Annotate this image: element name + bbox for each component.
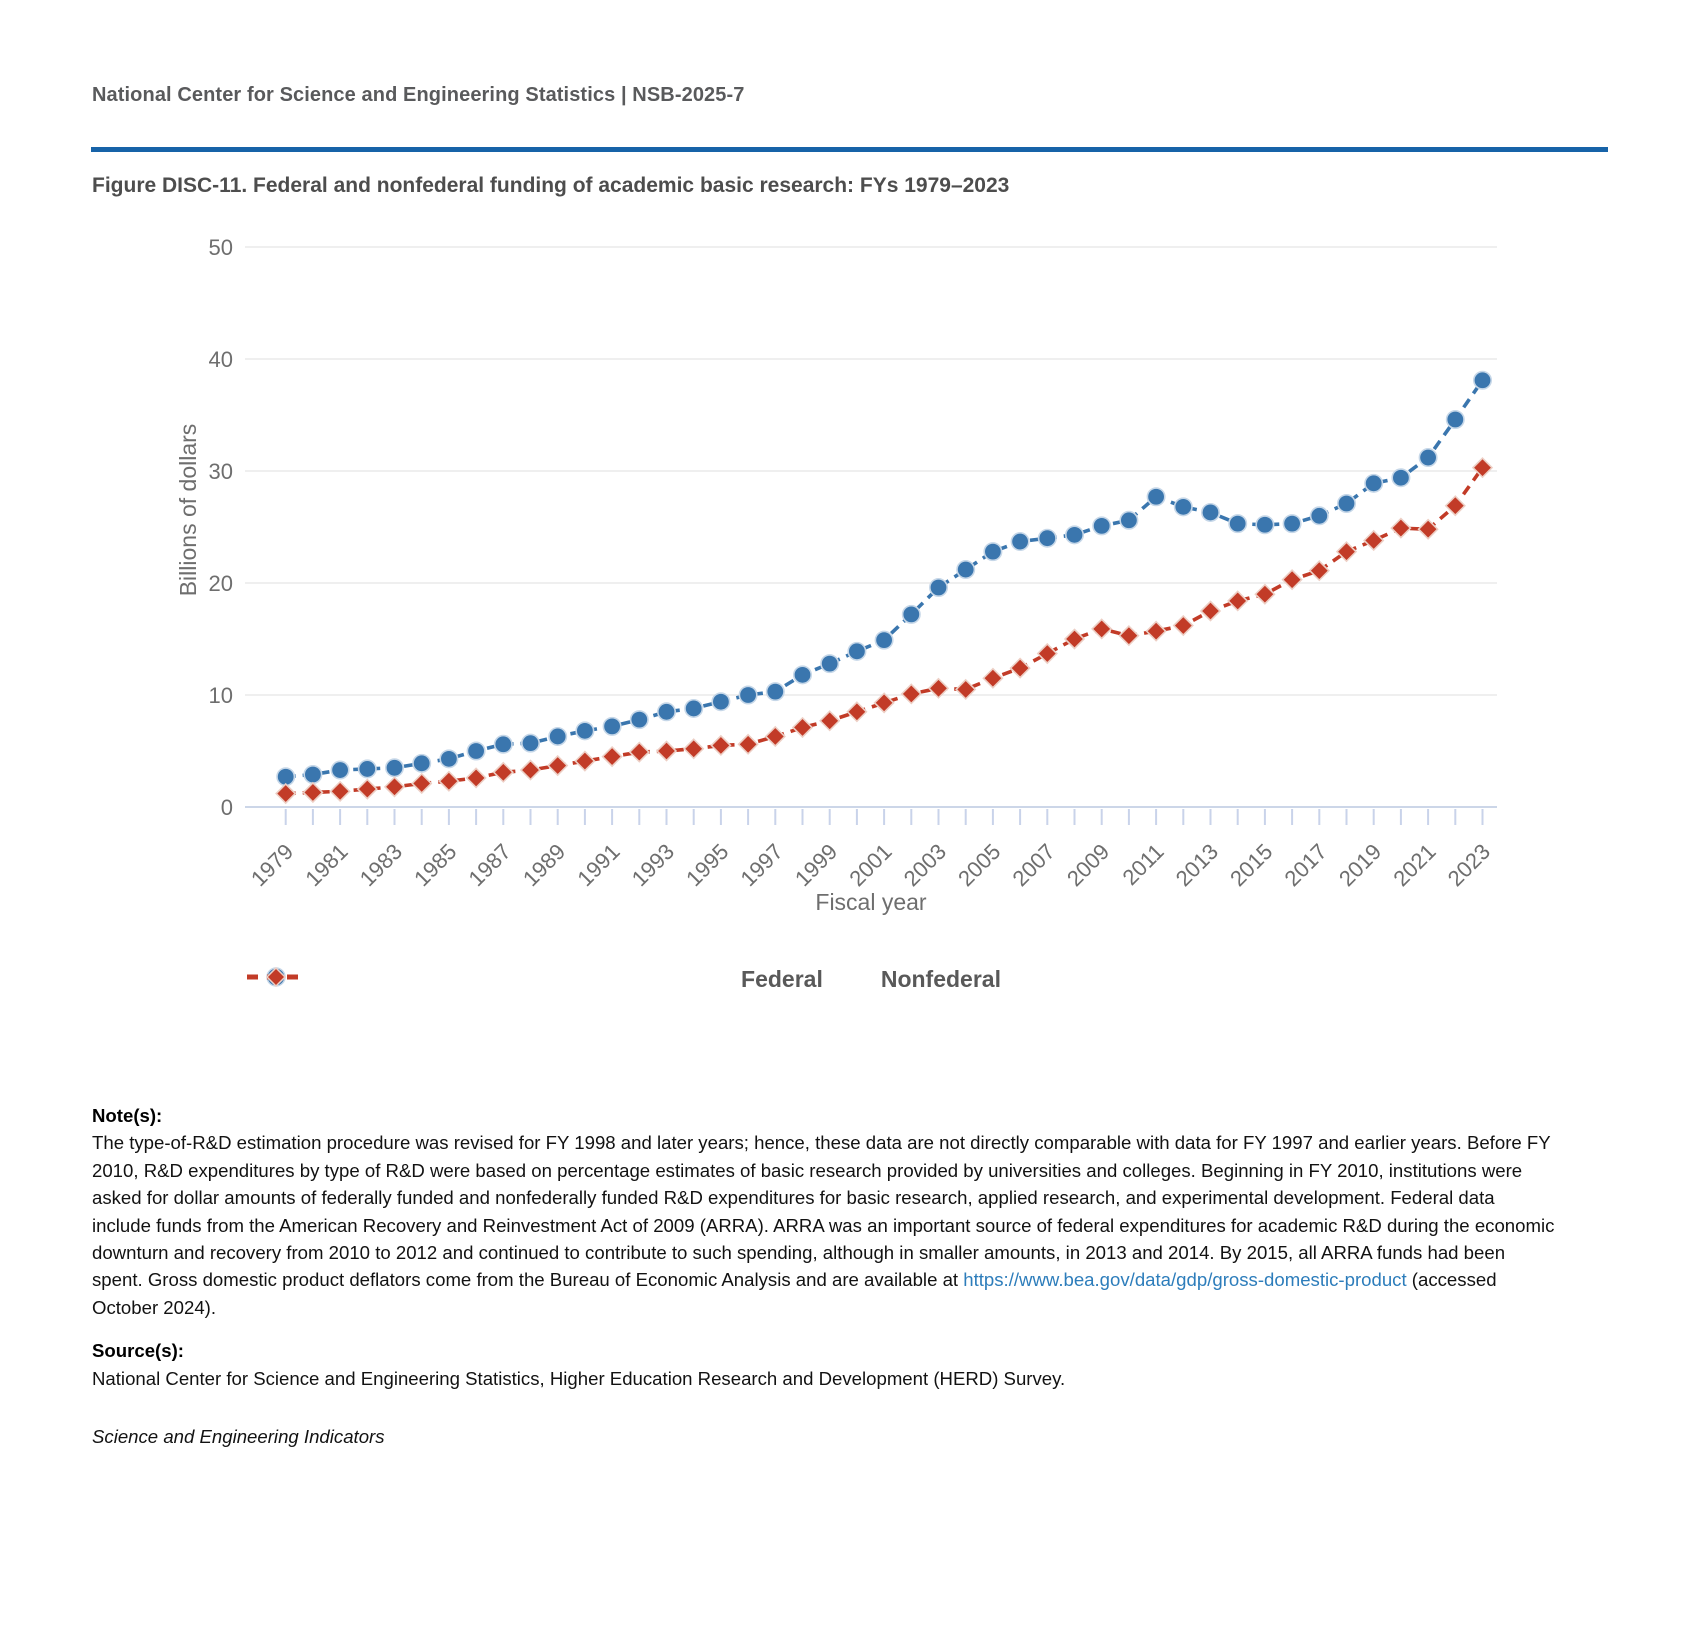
data-point-federal-2014[interactable] [1229, 515, 1246, 532]
data-point-nonfederal-1991[interactable] [603, 747, 622, 766]
data-point-nonfederal-2013[interactable] [1201, 602, 1220, 621]
data-point-nonfederal-2015[interactable] [1255, 585, 1274, 604]
legend-label-nonfederal: Nonfederal [880, 966, 1001, 992]
svg-text:1993: 1993 [626, 838, 680, 892]
federal-line [286, 380, 1483, 776]
svg-text:1981: 1981 [300, 838, 353, 892]
data-point-federal-1984[interactable] [413, 755, 430, 772]
svg-text:2001: 2001 [844, 838, 897, 892]
data-point-federal-2010[interactable] [1120, 512, 1137, 529]
data-point-federal-2018[interactable] [1338, 495, 1355, 512]
data-point-nonfederal-1993[interactable] [657, 742, 676, 761]
data-point-federal-1994[interactable] [685, 700, 702, 717]
data-point-federal-2016[interactable] [1283, 515, 1300, 532]
legend-label-federal: Federal [741, 966, 823, 992]
header-divider [91, 147, 1608, 152]
data-point-federal-1998[interactable] [794, 666, 811, 683]
data-point-federal-1999[interactable] [821, 655, 838, 672]
svg-text:2021: 2021 [1388, 838, 1441, 892]
data-point-federal-2008[interactable] [1066, 526, 1083, 543]
data-point-federal-2006[interactable] [1011, 533, 1028, 550]
data-point-federal-1992[interactable] [631, 711, 648, 728]
x-axis-tick-labels [246, 839, 1495, 891]
svg-text:2003: 2003 [898, 838, 952, 892]
data-point-federal-1988[interactable] [522, 734, 539, 751]
data-point-federal-2012[interactable] [1175, 498, 1192, 515]
data-point-nonfederal-1997[interactable] [766, 727, 785, 746]
svg-text:2007: 2007 [1007, 838, 1060, 892]
svg-text:2011: 2011 [1117, 838, 1169, 890]
data-point-federal-1985[interactable] [440, 750, 457, 767]
data-point-federal-2002[interactable] [903, 606, 920, 623]
sources-section [92, 1337, 1555, 1392]
publication-footer: Science and Engineering Indicators [92, 1426, 385, 1448]
chart-legend [245, 966, 1497, 993]
notes-label: Note(s): [92, 1105, 163, 1126]
data-point-federal-2015[interactable] [1256, 516, 1273, 533]
svg-text:20: 20 [208, 571, 233, 596]
svg-text:2019: 2019 [1333, 838, 1387, 892]
data-point-nonfederal-1981[interactable] [331, 782, 350, 801]
svg-text:1989: 1989 [517, 838, 571, 892]
data-point-nonfederal-1986[interactable] [467, 768, 486, 787]
data-point-nonfederal-2022[interactable] [1446, 496, 1465, 515]
svg-text:1999: 1999 [789, 838, 843, 892]
data-point-nonfederal-2012[interactable] [1174, 616, 1193, 635]
data-point-federal-1986[interactable] [467, 742, 484, 759]
figure-title: Figure DISC-11. Federal and nonfederal funding of academic basic research: FYs 1979–2023 [92, 174, 1010, 197]
data-point-nonfederal-2007[interactable] [1038, 644, 1057, 663]
data-point-federal-2000[interactable] [848, 643, 865, 660]
svg-text:2005: 2005 [953, 838, 1006, 892]
data-point-nonfederal-2011[interactable] [1147, 622, 1166, 641]
svg-text:2013: 2013 [1170, 838, 1224, 892]
sources-label: Source(s): [92, 1340, 184, 1362]
data-point-federal-2017[interactable] [1311, 507, 1328, 524]
data-point-nonfederal-1994[interactable] [684, 739, 703, 758]
nonfederal-line [286, 468, 1483, 794]
data-point-federal-2001[interactable] [875, 631, 892, 648]
data-point-federal-1997[interactable] [767, 683, 784, 700]
data-point-federal-1995[interactable] [712, 693, 729, 710]
data-point-federal-2003[interactable] [930, 579, 947, 596]
data-point-federal-2013[interactable] [1202, 504, 1219, 521]
y-axis-title: Billions of dollars [175, 423, 201, 597]
svg-text:2009: 2009 [1061, 838, 1115, 892]
nonfederal-series [276, 458, 1492, 803]
data-point-nonfederal-2004[interactable] [956, 680, 975, 699]
data-point-nonfederal-1999[interactable] [820, 711, 839, 730]
data-point-federal-2022[interactable] [1447, 411, 1464, 428]
svg-text:40: 40 [208, 347, 233, 372]
notes-text: The type-of-R&D estimation procedure was revised for FY 1998 and later years; hence, these data are not directly comparable with data for FY 1997 and earlier years. Before FY 2010, R&D expenditures by type of R&D were based on percentage estimates of basic research provided by universities and colleges. Beginning in FY 2010, institutions were asked for dollar amounts of federally funded and nonfederally funded R&D expenditures for basic research, applied research, and experimental development. Federal data include funds from the American Recovery and Reinvestment Act of 2009 (ARRA). ARRA was an important source of federal expenditures for academic R&D during the economic downturn and recovery from 2010 to 2012 and continued to contribute to such spending, although in smaller amounts, in 2013 and 2014. By 2015, all ARRA funds had been spent. Gross domestic product deflators come from the Bureau of Economic Analysis and are available at https://www.bea.gov/data/gdp/gross-domestic-product (accessed October 2024). [92, 1132, 1555, 1318]
report-header: National Center for Science and Engineering Statistics | NSB-2025-7 [92, 84, 745, 106]
data-point-nonfederal-1982[interactable] [358, 780, 377, 799]
data-point-federal-1991[interactable] [603, 718, 620, 735]
data-point-federal-1982[interactable] [359, 760, 376, 777]
data-point-nonfederal-1979[interactable] [276, 784, 295, 803]
data-point-federal-1990[interactable] [576, 722, 593, 739]
svg-text:1985: 1985 [409, 838, 462, 892]
data-point-nonfederal-2020[interactable] [1391, 519, 1410, 538]
data-point-nonfederal-1980[interactable] [303, 783, 322, 802]
data-point-nonfederal-1985[interactable] [439, 772, 458, 791]
notes-section [92, 1102, 1555, 1321]
sources-text: National Center for Science and Engineering Statistics, Higher Education Research and Development (HERD) Survey. [92, 1367, 1066, 1389]
data-point-federal-2011[interactable] [1147, 488, 1164, 505]
svg-text:30: 30 [208, 459, 233, 484]
data-point-nonfederal-1996[interactable] [739, 735, 758, 754]
svg-text:1997: 1997 [735, 838, 788, 892]
svg-text:1983: 1983 [354, 838, 408, 892]
data-point-federal-2020[interactable] [1392, 469, 1409, 486]
data-point-federal-2005[interactable] [984, 543, 1001, 560]
x-axis-title: Fiscal year [815, 889, 927, 915]
data-point-nonfederal-2001[interactable] [875, 693, 894, 712]
federal-series [277, 372, 1491, 786]
data-point-nonfederal-1992[interactable] [630, 743, 649, 762]
data-point-nonfederal-2021[interactable] [1419, 520, 1438, 539]
svg-text:1987: 1987 [463, 838, 516, 892]
data-point-nonfederal-2010[interactable] [1119, 626, 1138, 645]
data-point-nonfederal-1989[interactable] [548, 756, 567, 775]
data-point-nonfederal-2005[interactable] [983, 669, 1002, 688]
data-point-nonfederal-2008[interactable] [1065, 630, 1084, 649]
svg-text:2023: 2023 [1442, 838, 1496, 892]
data-point-federal-1993[interactable] [658, 703, 675, 720]
legend-item-federal[interactable] [741, 966, 823, 993]
funding-line-chart [0, 198, 1699, 1098]
svg-text:2015: 2015 [1225, 838, 1278, 892]
data-point-nonfederal-1990[interactable] [575, 752, 594, 771]
data-point-nonfederal-2016[interactable] [1283, 570, 1302, 589]
data-point-nonfederal-2002[interactable] [902, 684, 921, 703]
svg-text:10: 10 [208, 683, 233, 708]
y-axis-tick-labels [209, 235, 233, 820]
bea-link[interactable]: https://www.bea.gov/data/gdp/gross-domestic-product [963, 1269, 1407, 1291]
svg-text:1991: 1991 [572, 838, 625, 892]
svg-text:1979: 1979 [245, 838, 299, 892]
data-point-nonfederal-2019[interactable] [1364, 531, 1383, 550]
data-point-federal-2009[interactable] [1093, 517, 1110, 534]
data-point-federal-2023[interactable] [1474, 372, 1491, 389]
gridlines [245, 247, 1497, 695]
data-point-nonfederal-2006[interactable] [1011, 659, 1030, 678]
nonfederal-legend-marker-icon [245, 966, 307, 988]
data-point-federal-2019[interactable] [1365, 475, 1382, 492]
data-point-federal-2004[interactable] [957, 561, 974, 578]
chart-block [0, 198, 1699, 1098]
data-point-federal-1979[interactable] [277, 768, 294, 785]
data-point-federal-1987[interactable] [495, 736, 512, 753]
data-point-nonfederal-2014[interactable] [1228, 591, 1247, 610]
data-point-nonfederal-2009[interactable] [1092, 619, 1111, 638]
svg-text:2017: 2017 [1279, 838, 1332, 892]
data-point-nonfederal-1998[interactable] [793, 718, 812, 737]
data-point-federal-2007[interactable] [1039, 530, 1056, 547]
x-axis-ticks [286, 809, 1483, 825]
data-point-nonfederal-1984[interactable] [412, 774, 431, 793]
data-point-nonfederal-1995[interactable] [711, 736, 730, 755]
data-point-federal-1989[interactable] [549, 728, 566, 745]
svg-text:50: 50 [208, 235, 233, 260]
data-point-federal-2021[interactable] [1419, 449, 1436, 466]
svg-text:0: 0 [220, 795, 233, 820]
data-point-nonfederal-1983[interactable] [385, 777, 404, 796]
legend-item-nonfederal[interactable] [881, 966, 1001, 993]
data-point-nonfederal-1988[interactable] [521, 761, 540, 780]
data-point-nonfederal-1987[interactable] [494, 763, 513, 782]
data-point-federal-1981[interactable] [331, 761, 348, 778]
data-point-federal-1983[interactable] [386, 759, 403, 776]
data-point-nonfederal-2000[interactable] [847, 702, 866, 721]
svg-text:1995: 1995 [681, 838, 734, 892]
data-point-federal-1996[interactable] [739, 686, 756, 703]
data-point-federal-1980[interactable] [304, 766, 321, 783]
